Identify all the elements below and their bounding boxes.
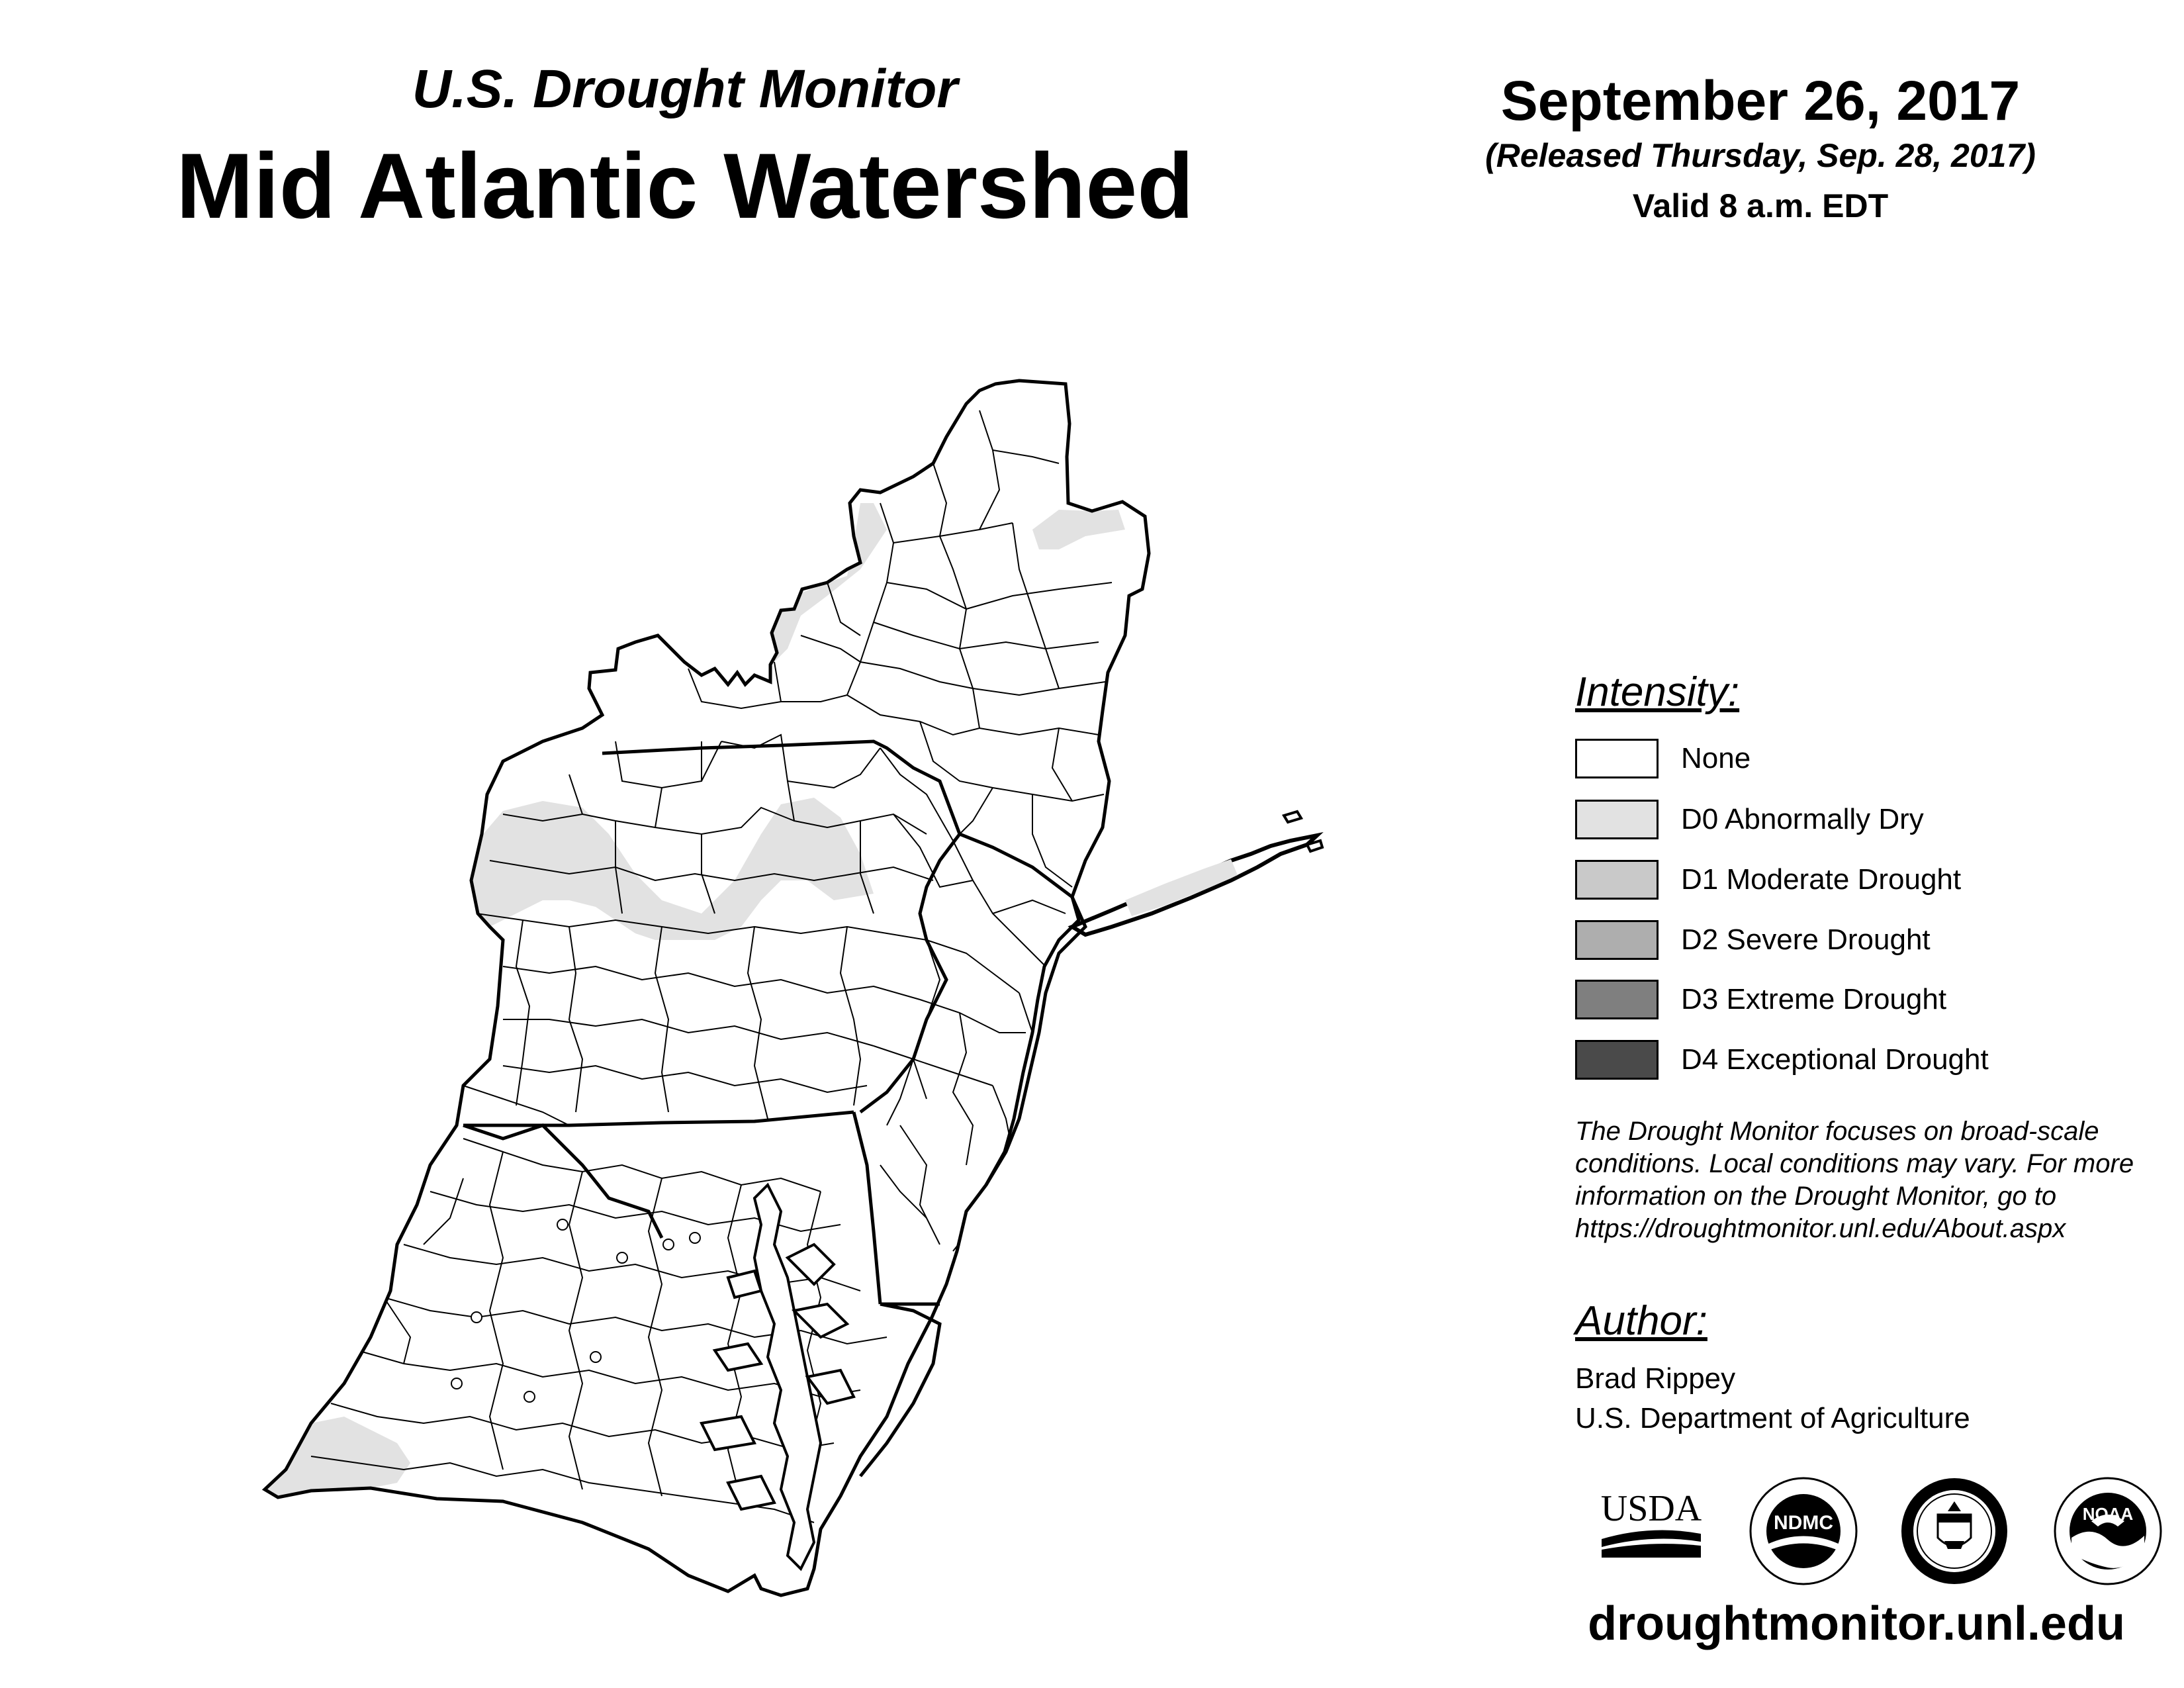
- legend-item-d3: [1575, 978, 1946, 1021]
- ndmc-logo[interactable]: [1747, 1475, 1860, 1587]
- island-east-1: [1284, 812, 1301, 822]
- noaa-logo[interactable]: [2052, 1475, 2164, 1587]
- department-of-commerce-seal-icon[interactable]: [1898, 1475, 2011, 1587]
- disclaimer-link[interactable]: https://droughtmonitor.unl.edu/About.aspx: [1575, 1214, 2066, 1243]
- legend-swatch-none: [1575, 739, 1659, 778]
- region-title: Mid Atlantic Watershed: [176, 134, 1194, 238]
- legend-item-none: [1575, 737, 1751, 780]
- long-island-d0: [1125, 859, 1238, 916]
- legend-label-d1: D1 Moderate Drought: [1681, 863, 1962, 896]
- disclaimer-line: The Drought Monitor focuses on broad-scale: [1575, 1117, 2099, 1146]
- legend-item-d1: [1575, 859, 1961, 901]
- release-date: (Released Thursday, Sep. 28, 2017): [1485, 137, 2036, 174]
- usda-logo[interactable]: [1595, 1486, 1707, 1566]
- legend-item-d0: [1575, 798, 1924, 841]
- disclaimer-line: conditions. Local conditions may vary. For more: [1575, 1149, 2134, 1178]
- disclaimer-line: information on the Drought Monitor, go to: [1575, 1182, 2057, 1211]
- author-heading: Author:: [1575, 1298, 1707, 1344]
- legend-heading: Intensity:: [1575, 669, 1740, 715]
- drought-map: [251, 371, 1337, 1615]
- legend-item-d4: [1575, 1039, 1989, 1081]
- watershed-outline: [265, 381, 1149, 1595]
- legend-swatch-d4: [1575, 1040, 1659, 1080]
- legend-label-d3: D3 Extreme Drought: [1681, 983, 1947, 1015]
- noaa-logo-text: NOAA: [2082, 1504, 2134, 1524]
- legend-label-d2: D2 Severe Drought: [1681, 923, 1931, 956]
- legend-label-none: None: [1681, 742, 1751, 774]
- legend-label-d0: D0 Abnormally Dry: [1681, 803, 1924, 835]
- ndmc-logo-text: NDMC: [1774, 1512, 1833, 1534]
- author-name: Brad Rippey: [1575, 1362, 1736, 1395]
- legend-swatch-d0: [1575, 800, 1659, 839]
- legend-item-d2: [1575, 919, 1931, 961]
- legend-swatch-d1: [1575, 860, 1659, 900]
- usda-logo-text: USDA: [1600, 1488, 1702, 1529]
- disclaimer-text: [1575, 1115, 2171, 1245]
- author-organization: U.S. Department of Agriculture: [1575, 1402, 1970, 1434]
- map-date: September 26, 2017: [1500, 70, 2021, 132]
- valid-time: Valid 8 a.m. EDT: [1632, 187, 1889, 224]
- site-url-link[interactable]: droughtmonitor.unl.edu: [1588, 1597, 2125, 1650]
- monitor-title: U.S. Drought Monitor: [412, 59, 958, 119]
- legend-swatch-d2: [1575, 920, 1659, 960]
- legend-swatch-d3: [1575, 980, 1659, 1019]
- legend-label-d4: D4 Exceptional Drought: [1681, 1043, 1989, 1076]
